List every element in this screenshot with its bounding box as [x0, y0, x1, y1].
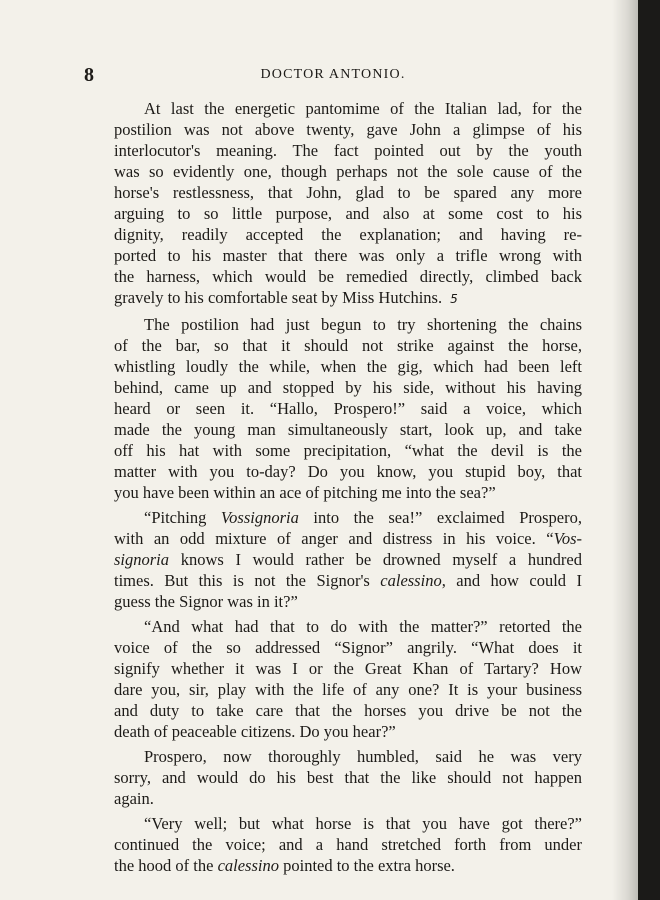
text-run: “Pitching: [144, 508, 221, 527]
text-run: , and how could I: [441, 571, 582, 590]
text-line: dignity, readily accepted the explanation; and having re-: [114, 225, 582, 244]
paragraph-1: [84, 98, 582, 310]
text-line: The postilion had just begun to try shortening the chains: [144, 315, 582, 334]
text-line: horse's restlessness, that John, glad to be spared any more: [114, 183, 582, 202]
italic-text: Vossignoria: [220, 508, 299, 527]
text-line: death of peaceable citizens. Do you hear?”: [114, 722, 396, 741]
text-line: interlocutor's meaning. The fact pointed out by the youth: [114, 141, 582, 160]
text-line: made the young man simultaneously start, look up, and take: [114, 420, 582, 439]
text-run: with an odd mixture of anger and distress in his voice. “: [114, 529, 554, 548]
text-line: you have been within an ace of pitching me into the sea?”: [114, 483, 496, 502]
text-run: times. But this is not the Signor's: [114, 571, 381, 590]
text-line: [84, 528, 582, 549]
body-text: [84, 98, 582, 876]
text-line: of the bar, so that it should not strike against the horse,: [114, 336, 582, 355]
text-run: pointed to the extra horse.: [278, 856, 455, 875]
italic-text: calessino: [217, 856, 279, 875]
text-line: Prospero, now thoroughly humbled, said he was very: [144, 747, 582, 766]
text-line: [84, 570, 582, 591]
text-run: the hood of the: [114, 856, 218, 875]
text-line: heard or seen it. “Hallo, Prospero!” said a voice, which: [114, 399, 582, 418]
text-line: behind, came up and stopped by his side, without his having: [114, 378, 582, 397]
handwritten-margin-mark: 5: [450, 292, 458, 306]
text-line: At last the energetic pantomime of the Italian lad, for the: [144, 99, 582, 118]
text-run: knows I would rather be drowned myself a hundred: [169, 550, 582, 569]
text-line: off his hat with some precipitation, “what the devil is the: [114, 441, 582, 460]
text-line: [84, 507, 582, 528]
text-line: dare you, sir, play with the life of any one? It is your business: [114, 680, 582, 699]
text-line: guess the Signor was in it?”: [114, 592, 298, 611]
page-content: [84, 64, 582, 880]
paragraph-4: [84, 616, 582, 742]
text-line: [84, 287, 582, 310]
text-line: ported to his master that there was only a trifle wrong with: [114, 246, 582, 265]
paragraph-5: [84, 746, 582, 809]
text-line: matter with you to-day? Do you know, you stupid boy, that: [114, 462, 582, 481]
running-head: [84, 64, 582, 90]
text-line: whistling loudly the while, when the gig, which had been left: [114, 357, 582, 376]
page-gutter-shadow: [612, 0, 638, 900]
italic-text: calessino: [380, 571, 442, 590]
text-line: “Very well; but what horse is that you have got there?”: [144, 814, 582, 833]
text-line: postilion was not above twenty, gave John a glimpse of his: [114, 120, 582, 139]
text-line: [84, 855, 582, 876]
text-line: voice of the so addressed “Signor” angrily. “What does it: [114, 638, 582, 657]
page-number: 8: [84, 64, 94, 86]
paragraph-3: [84, 507, 582, 612]
text-run: into the sea!” exclaimed Prospero,: [298, 508, 583, 527]
text-line: continued the voice; and a hand stretched forth from under: [114, 835, 582, 854]
text-line: signify whether it was I or the Great Khan of Tartary? How: [114, 659, 582, 678]
text-line: [84, 549, 582, 570]
text-line: again.: [114, 789, 154, 808]
text-line: sorry, and would do his best that the like should not happen: [114, 768, 582, 787]
text-line-content: gravely to his comfortable seat by Miss Hutchins.: [114, 288, 443, 307]
text-line: and duty to take care that the horses you drive be not the: [114, 701, 582, 720]
paragraph-6: [84, 813, 582, 876]
italic-text: signoria: [114, 550, 170, 569]
running-title: DOCTOR ANTONIO.: [260, 67, 406, 82]
text-line: the harness, which would be remedied directly, climbed back: [114, 267, 582, 286]
text-line: was so evidently one, though perhaps not the sole cause of the: [114, 162, 582, 181]
paragraph-2: [84, 314, 582, 503]
text-line: “And what had that to do with the matter?” retorted the: [144, 617, 582, 636]
text-line: arguing to so little purpose, and also at some cost to his: [114, 204, 582, 223]
italic-text: Vos-: [553, 529, 582, 548]
